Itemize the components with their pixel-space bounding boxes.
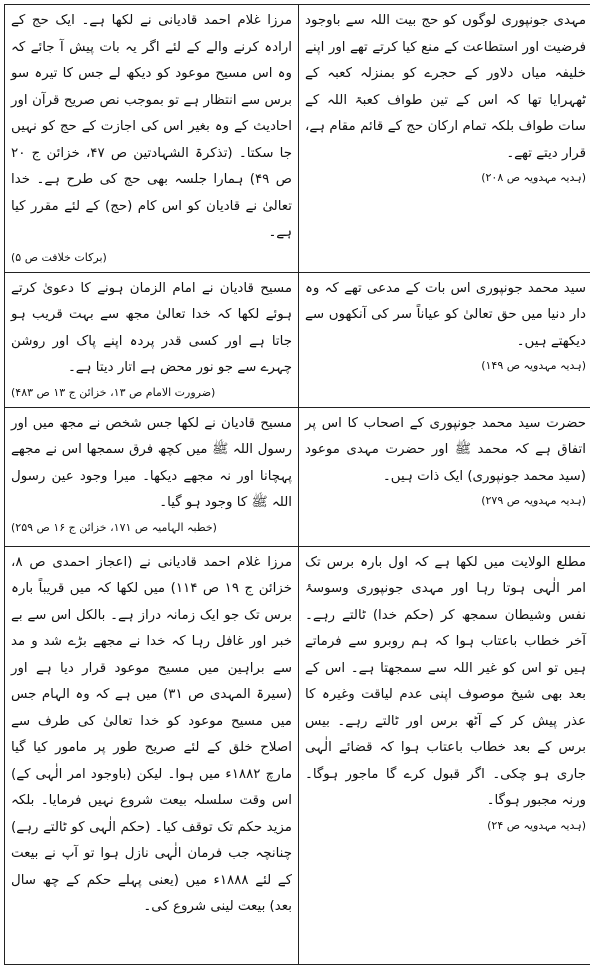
qadiani-claim-cell <box>5 5 299 273</box>
qadiani-claim-text: مرزا غلام احمد قادیانی نے (اعجاز احمدی ص ۸، خزائن ج ۱۹ ص ۱۱۴) میں لکھا کہ میں قریباً بارہ برس تک جو ایک زمانہ دراز ہے۔ بالکل اس سے بے خبر اور غافل رہا کہ خدا نے مجھے بڑے شد و مد سے براہین میں مسیح موعود قرار دیا ہے اور (سیرۃ المہدی ص ۳۱) میں ہے کہ وہ الہام جس میں مسیح موعود کو خدا تعالیٰ کی طرف سے اصلاح خلق کے لئے صریح طور پر مامور کیا گیا مارچ ۱۸۸۲ء میں ہوا۔ لیکن (باوجود امر الٰہی کے) اس وقت سلسلہ بیعت شروع نہیں فرمایا۔ بلکہ مزید حکم تک توقف کیا۔ (حکم الٰہی کو ٹالتے رہے) چنانچہ جب فرمان الٰہی نازل ہوا تو آپ نے بیعت کے لئے ۱۸۸۸ء میں (یعنی پہلے حکم کے چھ سال بعد) بیعت لینی شروع کی۔ <box>11 550 292 921</box>
qadiani-claim-text: مرزا غلام احمد قادیانی نے لکھا ہے۔ ایک حج کے ارادہ کرنے والے کے لئے اگر یہ بات پیش آ جائے کہ وہ اس مسیح موعود کو دیکھ لے جس کا تیرہ سو برس سے انتظار ہے تو بموجب نص صریح قرآن اور احادیث کے وہ بغیر اس کی اجازت کے حج کو نہیں جا سکتا۔ (تذکرۃ الشہادتین ص ۴۷، خزائن ج ۲۰ ص ۴۹) ہمارا جلسہ بھی حج کی طرح ہے۔ خدا تعالیٰ نے قادیان کو اس کام (حج) کے لئے مقرر کیا ہے۔ <box>11 8 292 247</box>
table-row <box>5 407 590 546</box>
jaunpuri-claim-cell <box>299 407 590 546</box>
jaunpuri-claim-cell <box>299 272 590 407</box>
qadiani-claim-cell <box>5 407 299 546</box>
jaunpuri-claim-text: حضرت سید محمد جونپوری کے اصحاب کا اس پر اتفاق ہے کہ محمد ﷺ اور حضرت مہدی موعود (سید محمد جونپوری) ایک ذات ہیں۔ <box>305 411 586 491</box>
jaunpuri-claim-cell <box>299 5 590 273</box>
comparison-table <box>4 4 590 965</box>
qadiani-claim-reference: (خطبہ الہامیہ ص ۱۷۱، خزائن ج ۱۶ ص ۲۵۹) <box>11 517 292 539</box>
qadiani-claim-reference: (برکات خلافت ص ۵) <box>11 247 292 269</box>
qadiani-claim-text: مسیح قادیان نے امام الزمان ہونے کا دعویٰ کرتے ہوئے لکھا کہ خدا تعالیٰ مجھ سے بہت قریب ہو جاتا ہے اور کسی قدر پردہ اپنے پاک اور روشن چہرے سے جو نور محض ہے اتار دیتا ہے۔ <box>11 276 292 382</box>
jaunpuri-claim-reference: (ہدیہ مہدویہ ص ۲۰۸) <box>305 167 586 189</box>
jaunpuri-claim-reference: (ہدیہ مہدویہ ص ۱۴۹) <box>305 355 586 377</box>
jaunpuri-claim-text: مطلع الولایت میں لکھا ہے کہ اول بارہ برس تک امر الٰہی ہوتا رہا اور مہدی جونپوری وسوسۂ نفس وشیطان سمجھ کر (حکم خدا) ٹالتے رہے۔ آخر خطاب باعتاب ہوا کہ ہم روبرو سے فرماتے ہیں تو اس کو غیر اللہ سے سمجھتا ہے۔ اس کے بعد بھی شیخ موصوف اپنی عدم لیاقت وغیرہ کا عذر پیش کر کے آٹھ برس اور ٹالتے رہے۔ بیس برس کے بعد خطاب باعتاب ہوا کہ قضائے الٰہی جاری ہو چکی۔ اگر قبول کرے گا ماجور ہوگا۔ ورنہ مجبور ہوگا۔ <box>305 550 586 815</box>
jaunpuri-claim-text: سید محمد جونپوری اس بات کے مدعی تھے کہ وہ دار دنیا میں حق تعالیٰ کو عیاناً سر کی آنکھوں سے دیکھتے ہیں۔ <box>305 276 586 356</box>
qadiani-claim-cell <box>5 272 299 407</box>
table-row <box>5 272 590 407</box>
jaunpuri-claim-text: مہدی جونپوری لوگوں کو حج بیت اللہ سے باوجود فرضیت اور استطاعت کے منع کیا کرتے تھے اور اپنے خلیفہ میاں دلاور کے حجرے کو بمنزلہ کعبہ کے ٹھہرایا تھا کہ اس کے تین طواف کعبۃ اللہ کے سات طواف بلکہ تمام ارکان حج کے قائم مقام ہے، قرار دیتے تھے۔ <box>305 8 586 167</box>
qadiani-claim-reference: (ضرورت الامام ص ۱۳، خزائن ج ۱۳ ص ۴۸۳) <box>11 382 292 404</box>
jaunpuri-claim-reference: (ہدیہ مہدویہ ص ۲۴) <box>305 815 586 837</box>
table-row <box>5 546 590 964</box>
jaunpuri-claim-reference: (ہدیہ مہدویہ ص ۲۷۹) <box>305 490 586 512</box>
jaunpuri-claim-cell <box>299 546 590 964</box>
table-row <box>5 5 590 273</box>
qadiani-claim-cell <box>5 546 299 964</box>
qadiani-claim-text: مسیح قادیان نے لکھا جس شخص نے مجھ میں اور رسول اللہ ﷺ میں کچھ فرق سمجھا اس نے مجھے پہچانا اور نہ مجھے دیکھا۔ میرا وجود عین رسول اللہ ﷺ کا وجود ہو گیا۔ <box>11 411 292 517</box>
